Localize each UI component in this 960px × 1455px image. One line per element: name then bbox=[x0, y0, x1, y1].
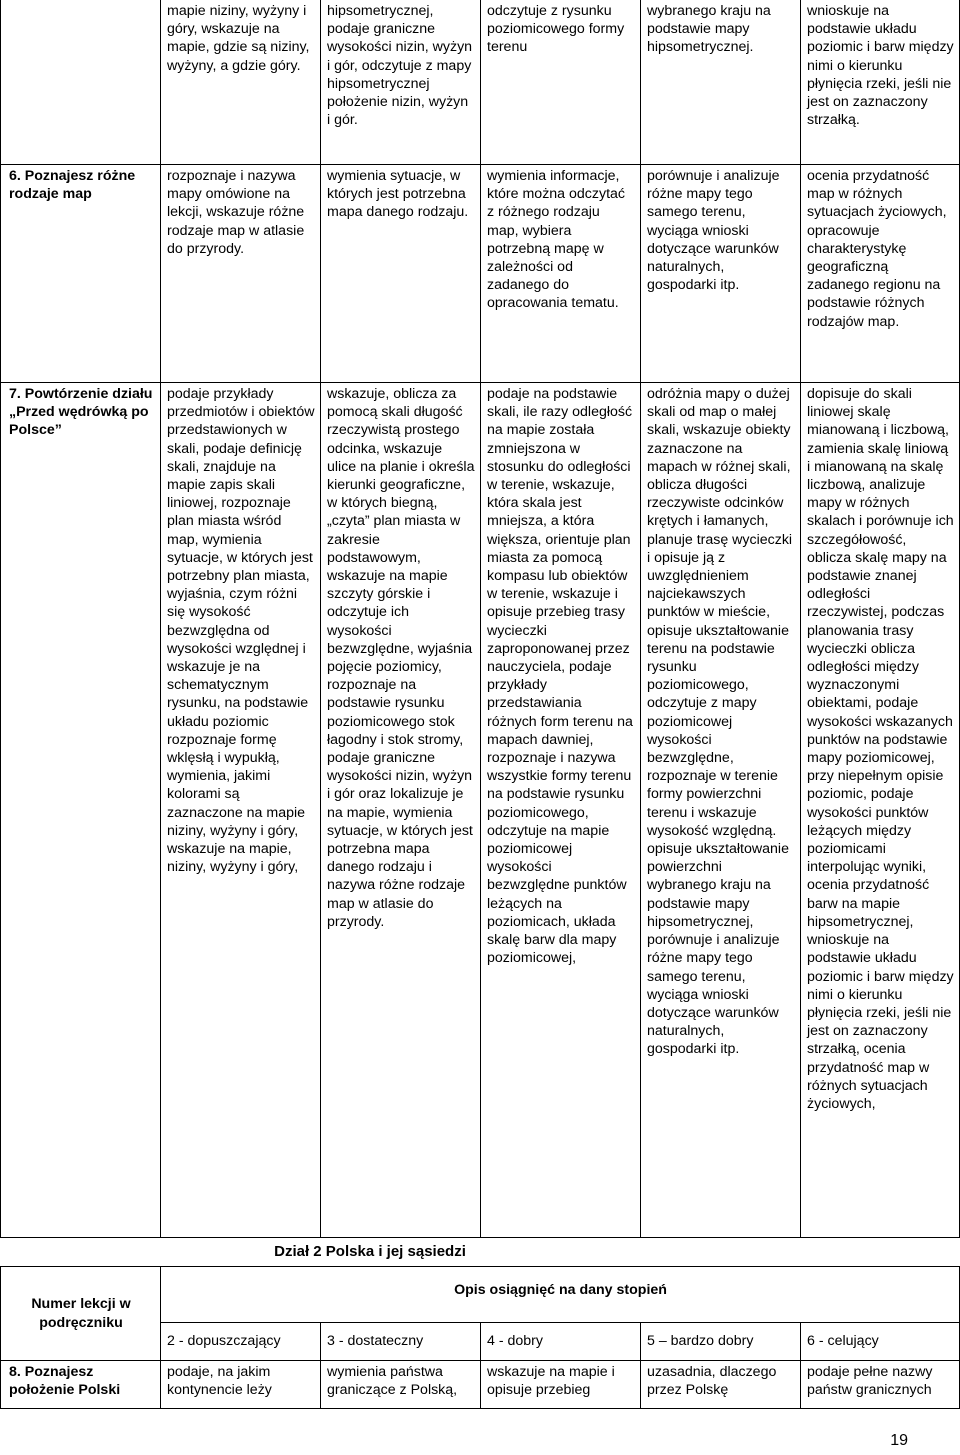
grade6-cell: dopisuje do skali liniowej skalę mianowaną i liczbową, zamienia skalę liniową i mianowaną na skalę liczbową, analizuje mapy w różnych skalach i porównuje ich szczegółowość, oblicza skalę mapy na podstawie znanej odległości rzeczywistej, podczas planowania trasy wycieczki oblicza odległości między wyznaczonymi obiektami, podaje wysokości wskazanych punktów na podstawie mapy poziomicowej, przy niepełnym opisie poziomic, podaje wysokości punktów leżących między poziomicami interpolując wyniki, ocenia przydatność barw na mapie hipsometrycznej, wnioskuje na podstawie układu poziomic i barw między nimi o kierunku płynięcia rzeki, jeśli nie jest on zaznaczony strzałką, ocenia przydatność map w różnych sytuacjach życiowych, bbox=[801, 383, 960, 1238]
table-header-row bbox=[1, 1267, 960, 1323]
grade6-cell: ocenia przydatność map w różnych sytuacjach życiowych, opracowuje charakterystykę geograficzną zadanego regionu na podstawie różnych rodzajów map. bbox=[801, 165, 960, 383]
lesson-cell: 8. Poznajesz położenie Polski bbox=[1, 1361, 161, 1409]
lesson-cell: 6. Poznajesz różne rodzaje map bbox=[1, 165, 161, 383]
table-row bbox=[1, 0, 960, 165]
achievements-header: Opis osiągnięć na dany stopień bbox=[161, 1267, 960, 1323]
grade5-cell: uzasadnia, dlaczego przez Polskę bbox=[641, 1361, 801, 1409]
grade4-cell: wskazuje na mapie i opisuje przebieg bbox=[481, 1361, 641, 1409]
table-row bbox=[1, 165, 960, 383]
grade-header-6: 6 - celujący bbox=[801, 1323, 960, 1361]
grade6-cell: wnioskuje na podstawie układu poziomic i barw między nimi o kierunku płynięcia rzeki, jeśli nie jest on zaznaczony strzałką. bbox=[801, 0, 960, 165]
grade2-cell: podaje, na jakim kontynencie leży bbox=[161, 1361, 321, 1409]
lesson-cell: 7. Powtórzenie działu „Przed wędrówką po Polsce” bbox=[1, 383, 161, 1238]
grade3-cell: hipsometrycznej, podaje graniczne wysokości nizin, wyżyn i gór, odczytuje z mapy hipsometrycznej położenie nizin, wyżyn i gór. bbox=[321, 0, 481, 165]
grade3-cell: wymienia państwa graniczące z Polską, bbox=[321, 1361, 481, 1409]
lesson-cell bbox=[1, 0, 161, 165]
grade-header-2: 2 - dopuszczający bbox=[161, 1323, 321, 1361]
table-row bbox=[1, 383, 960, 1238]
grade2-cell: rozpoznaje i nazywa mapy omówione na lekcji, wskazuje różne rodzaje map w atlasie do przyrody. bbox=[161, 165, 321, 383]
grade3-cell: wymienia sytuacje, w których jest potrzebna mapa danego rodzaju. bbox=[321, 165, 481, 383]
grade5-cell: porównuje i analizuje różne mapy tego samego terenu, wyciąga wnioski dotyczące warunków naturalnych, gospodarki itp. bbox=[641, 165, 801, 383]
grade5-cell: wybranego kraju na podstawie mapy hipsometrycznej. bbox=[641, 0, 801, 165]
page-number: 19 bbox=[890, 1432, 908, 1449]
grade2-cell: mapie niziny, wyżyny i góry, wskazuje na mapie, gdzie są niziny, wyżyny, a gdzie góry. bbox=[161, 0, 321, 165]
grade-header-4: 4 - dobry bbox=[481, 1323, 641, 1361]
grade6-cell: podaje pełne nazwy państw granicznych bbox=[801, 1361, 960, 1409]
table-row bbox=[1, 1361, 960, 1409]
grade4-cell: podaje na podstawie skali, ile razy odległość na mapie została zmniejszona w stosunku do odległości w terenie, wskazuje, która skala jest mniejsza, a która większa, orientuje plan miasta za pomocą kompasu lub obiektów w terenie, wskazuje i opisuje przebieg trasy wycieczki zaproponowanej przez nauczyciela, podaje przykłady przedstawiania różnych form terenu na mapach dawniej, rozpoznaje i nazywa wszystkie formy terenu na podstawie rysunku poziomicowego, odczytuje na mapie poziomicowej wysokości bezwzględne punktów leżących na poziomicach, układa skalę barw dla mapy poziomicowej, bbox=[481, 383, 641, 1238]
grade2-cell: podaje przykłady przedmiotów i obiektów przedstawionych w skali, podaje definicję skali, znajduje na mapie zapis skali liniowej, rozpoznaje plan miasta wśród map, wymienia sytuacje, w których jest potrzebny plan miasta, wyjaśnia, czym różni się wysokość bezwzględna od wysokości względnej i wskazuje je na schematycznym rysunku, na podstawie układu poziomic rozpoznaje formę wklęsłą i wypukłą, wymienia, jakimi kolorami są zaznaczone na mapie niziny, wyżyny i góry, wskazuje na mapie, niziny, wyżyny i góry, bbox=[161, 383, 321, 1238]
lesson-column-header: Numer lekcji w podręczniku bbox=[1, 1267, 161, 1361]
section-title: Dział 2 Polska i jej sąsiedzi bbox=[274, 1243, 466, 1260]
grade5-cell: odróżnia mapy o dużej skali od map o małej skali, wskazuje obiekty zaznaczone na mapach w różnej skali, oblicza długości rzeczywiste odcinków krętych i łamanych, planuje trasę wycieczki i opisuje ją z uwzględnieniem najciekawszych punktów w mieście, opisuje ukształtowanie terenu na podstawie rysunku poziomicowego, odczytuje z mapy poziomicowej wysokości bezwzględne, rozpoznaje w terenie formy powierzchni terenu i wskazuje wysokość względną. opisuje ukształtowanie powierzchni wybranego kraju na podstawie mapy hipsometrycznej, porównuje i analizuje różne mapy tego samego terenu, wyciąga wnioski dotyczące warunków naturalnych, gospodarki itp. bbox=[641, 383, 801, 1238]
achievements-table bbox=[0, 1266, 960, 1409]
grade3-cell: wskazuje, oblicza za pomocą skali długość rzeczywistą prostego odcinka, wskazuje ulice na planie i określa kierunki geograficzne, w których biegną, „czyta” plan miasta w zakresie podstawowym, wskazuje na mapie szczyty górskie i odczytuje ich wysokości bezwzględne, wyjaśnia pojęcie poziomicy, rozpoznaje na podstawie rysunku poziomicowego stok łagodny i stok stromy, podaje graniczne wysokości nizin, wyżyn i gór oraz lokalizuje je na mapie, wymienia sytuacje, w których jest potrzebna mapa danego rodzaju i nazywa różne rodzaje map w atlasie do przyrody. bbox=[321, 383, 481, 1238]
grade4-cell: wymienia informacje, które można odczytać z różnego rodzaju map, wybiera potrzebną mapę w zależności od zadanego do opracowania tematu. bbox=[481, 165, 641, 383]
grade-header-3: 3 - dostateczny bbox=[321, 1323, 481, 1361]
grade-header-5: 5 – bardzo dobry bbox=[641, 1323, 801, 1361]
grade4-cell: odczytuje z rysunku poziomicowego formy terenu bbox=[481, 0, 641, 165]
